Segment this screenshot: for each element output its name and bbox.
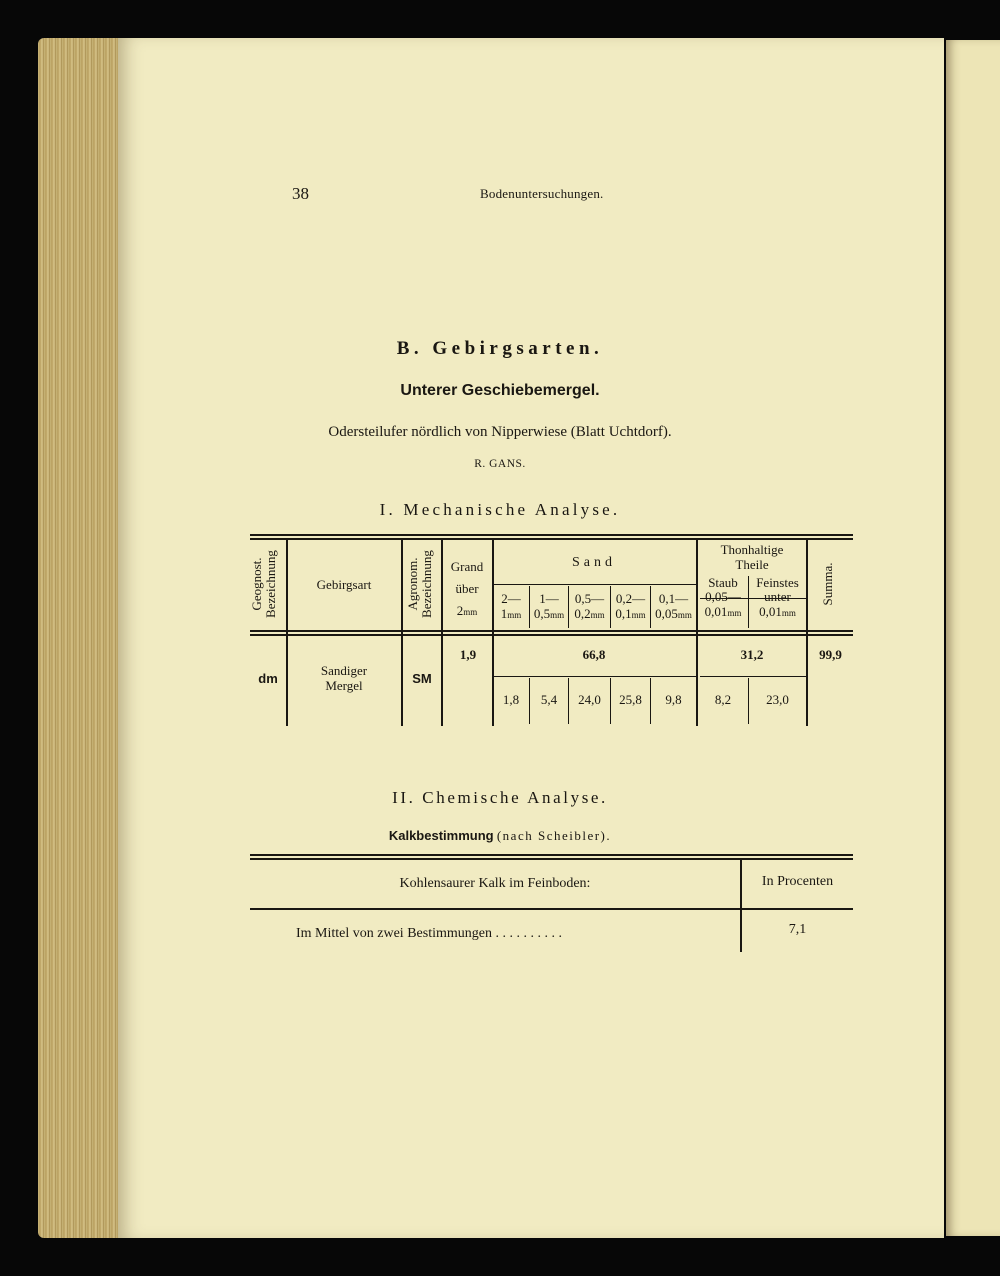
- header-agronom: Agronom. Bezeichnung: [405, 550, 434, 618]
- row-summa: 99,9: [819, 647, 842, 662]
- feinstes-sub: Feinstes unter 0,01mm: [756, 575, 799, 619]
- kalk-header-left: Kohlensaurer Kalk im Feinboden:: [399, 876, 591, 891]
- row-sand-value-4: 9,8: [665, 692, 682, 707]
- mechanical-analysis-title: I. Mechanische Analyse.: [379, 500, 621, 519]
- row-sand-value-3: 25,8: [619, 692, 642, 707]
- page: [118, 38, 944, 1238]
- next-page-edge: [946, 40, 1000, 1236]
- kalk-title: Kalkbestimmung (nach Scheibler).: [388, 828, 612, 843]
- sub-title: Unterer Geschiebemergel.: [400, 382, 600, 399]
- header-thonhaltige: Thonhaltige Theile: [720, 542, 784, 572]
- sand-sub-0: 2— 1mm: [500, 591, 522, 621]
- row-thon-total: 31,2: [740, 647, 764, 662]
- sand-sub-1: 1— 0,5mm: [533, 591, 565, 621]
- page-number: 38: [292, 184, 309, 203]
- row-sand-total: 66,8: [582, 647, 606, 662]
- row-sand-value-1: 5,4: [540, 692, 558, 707]
- row-sand-value-2: 24,0: [578, 692, 601, 707]
- chemical-analysis-title: II. Chemische Analyse.: [392, 788, 608, 807]
- header-grand: Grand über 2mm: [450, 559, 484, 619]
- row-sand-value-0: 1,8: [502, 692, 520, 707]
- book-edge: [38, 38, 130, 1238]
- location: Odersteilufer nördlich von Nipperwiese (Blatt Uchtdorf).: [328, 424, 672, 440]
- header-sand: Sand: [572, 555, 616, 570]
- sand-sub-4: 0,1— 0,05mm: [655, 591, 692, 621]
- row-feinstes: 23,0: [766, 692, 789, 707]
- header-geognost: Geognost. Bezeichnung: [249, 550, 278, 618]
- sand-sub-3: 0,2— 0,1mm: [615, 591, 646, 621]
- section-title: B. Gebirgsarten.: [396, 338, 604, 359]
- row-agronom: SM: [412, 671, 432, 686]
- staub-sub: Staub 0,05— 0,01mm: [704, 575, 742, 619]
- sand-sub-2: 0,5— 0,2mm: [574, 591, 605, 621]
- author: R. GANS.: [474, 458, 526, 470]
- kalk-row-value: 7,1: [788, 922, 807, 937]
- row-geognost: dm: [258, 671, 278, 686]
- header-gebirgsart: Gebirgsart: [316, 577, 372, 592]
- row-grand: 1,9: [459, 647, 477, 662]
- kalk-header-right: In Procenten: [761, 874, 834, 889]
- kalk-row-label: Im Mittel von zwei Bestimmungen . . . . . . . . . .: [296, 926, 562, 941]
- header-summa: Summa.: [820, 562, 835, 606]
- row-staub: 8,2: [714, 692, 732, 707]
- row-gebirgsart: Sandiger Mergel: [320, 663, 368, 693]
- running-title: Bodenuntersuchungen.: [480, 186, 604, 201]
